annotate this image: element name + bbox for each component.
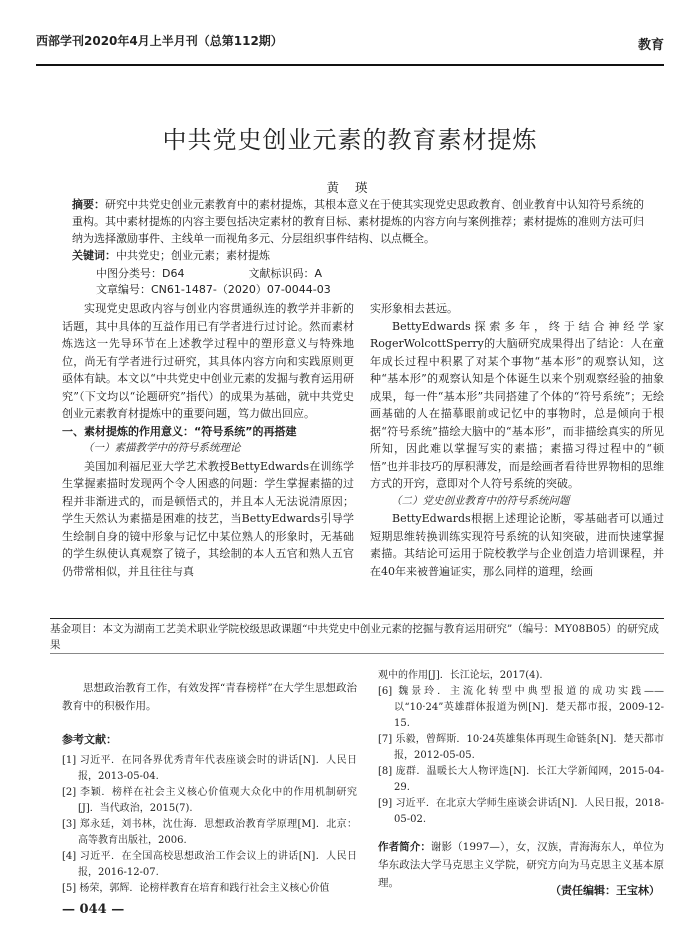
article-meta [96, 265, 652, 297]
body-column-left [62, 300, 354, 580]
reference-item: [4] 习近平．在全国高校思想政治工作会议上的讲话[N]．人民日报，2016-12-07. [62, 850, 357, 878]
reference-item: [9] 习近平．在北京大学师生座谈会讲话[N]．人民日报，2018-05-02. [378, 798, 664, 825]
page-number: — 044 — [62, 902, 125, 917]
bio-text: 谢影（1997—），女，汉族，青海海东人，单位为华东政法大学马克思主义学院，研究方向为马克思主义基本原理。 [378, 841, 664, 889]
author: 黄 瑛 [326, 180, 374, 195]
document-code: 文献标识码：A [248, 267, 322, 280]
reference-item: [7] 乐毅，曾辉斯．10·24英雄集体再现生命链条[N]．楚天都市报，2012-05-05. [378, 734, 664, 761]
paragraph-continued: 实形象相去甚远。 [370, 302, 458, 315]
abstract [72, 196, 652, 264]
reference-list-continued [378, 668, 664, 828]
section-divider [50, 653, 664, 654]
section-label: 教育 [637, 38, 664, 53]
paragraph: BettyEdwards探索多年，终于结合神经学家RogerWolcottSperry的大脑研究成果得出了结论：人在童年成长过程中积累了对某个事物“基本形”的观察认知，这种“基本形”的观察认知是个体诞生以来个别观察经验的抽象成果，每一件“基本形”共同搭建了个体的“符号系统”；无绘画基础的人在描摹眼前或记忆中的事物时，总是倾向于根据“符号系统”描绘大脑中的“基本形”，而非描绘真实的所见所知，因此难以掌握写实的素描；素描习得过程中的“顿悟”也并非技巧的厚积薄发，而是绘画者看待世界物相的思维方式的开窍，意即对个人符号系统的突破。 [370, 319, 664, 490]
subsection-heading: （二）党史创业教育中的符号系统问题 [391, 494, 570, 507]
article-title: 中共党史创业元素的教育素材提炼 [162, 126, 538, 154]
bottom-column-right [378, 668, 664, 892]
body-column-right [370, 300, 664, 580]
reference-item: [2] 李颖．榜样在社会主义核心价值观大众化中的作用机制研究[J]．当代政治，2015(7). [62, 786, 357, 814]
header-rule [36, 64, 664, 66]
paragraph: BettyEdwards根据上述理论论断，零基础者可以通过短期思维转换训练实现符号系统的认知突破，进而快速掌握素描。其结论可运用于院校教学与企业创造力培训课程，并在40年来被普遍证实，那么同样的道理，绘画 [370, 512, 664, 578]
paragraph: 思想政治教育工作，有效发挥“青春榜样”在大学生思想政治教育中的积极作用。 [62, 682, 357, 712]
reference-item: [5] 杨荣，郭辉．论榜样教育在培育和践行社会主义核心价值 [62, 882, 330, 894]
keywords-text: 中共党史；创业元素；素材提炼 [116, 249, 270, 262]
bio-label: 作者简介： [378, 841, 431, 853]
paragraph: 美国加利福尼亚大学艺术教授BettyEdwards在训练学生掌握素描时发现两个令人困惑的问题：学生掌握素描的过程并非渐进式的，而是顿悟式的，并且本人无法说清原因；学生天然认为素描是困难的技艺，当BettyEdwards引导学生绘制自身的镜中形象与记忆中某位熟人的形象时，无基础的学生纵使认真观察了镜子，其绘制的本人五官和熟人五官仍带常相似，并且往往与真 [62, 459, 354, 578]
abstract-text: 研究中共党史创业元素教育中的素材提炼，其根本意义在于使其实现党史思政教育、创业教育中认知符号系统的重构。其中素材提炼的内容主要包括决定素材的教育目标、素材提炼的内容方向与案例推荐；素材提炼的准则方法可归纳为选择激励事件、主线单一而视角多元、分层组织事件结构、以点概全。 [72, 198, 644, 245]
keywords-label: 关键词： [72, 249, 116, 262]
reference-item: [1] 习近平．在同各界优秀青年代表座谈会时的讲话[N]．人民日报，2013-05-04. [62, 754, 357, 782]
abstract-label: 摘要： [72, 198, 105, 211]
section-heading: 一、素材提炼的作用意义：“符号系统”的再搭建 [62, 424, 297, 438]
page-header [36, 22, 664, 68]
clc-number: 中图分类号：D64 [96, 267, 185, 280]
reference-item: 观中的作用[J]．长江论坛，2017(4). [378, 670, 543, 681]
reference-list [62, 753, 357, 897]
reference-item: [6] 魏景玲．主流化转型中典型报道的成功实践——以“10·24”英雄群体报道为例[N]．楚天都市报，2009-12-15. [378, 686, 664, 729]
article-number: 文章编号：CN61-1487-（2020）07-0044-03 [96, 283, 331, 296]
references-title: 参考文献： [62, 733, 117, 746]
bottom-column-left [62, 680, 357, 897]
funding-note: 基金项目：本文为湖南工艺美术职业学院校级思政课题“中共党史中创业元素的挖掘与教育运用研究”（编号：MY08B05）的研究成果 [50, 618, 664, 653]
subsection-heading: （一）素描教学中的符号系统理论 [83, 442, 241, 454]
journal-title: 西部学刊2020年4月上半月刊（总第112期） [36, 34, 283, 48]
reference-item: [3] 郑永廷，刘书林，沈仕海．思想政治教育学原理[M]．北京：高等教育出版社，2006. [62, 818, 357, 846]
paragraph: 实现党史思政内容与创业内容贯通纵连的教学并非新的话题，其中具体的互益作用已有学者进行过讨论。然而素材炼选这一先导环节在上述教学过程中的塑形意义与特殊地位，尚无有学者进行过研究，其具体内容方向和实践原则更亟体有缺。本文以“中共党史中创业元素的发掘与教育运用研究”（下文均以“论题研究”指代）的成果为基础，就中共党史创业元素教育材提炼中的重要问题，笃力做出回应。 [62, 302, 354, 420]
editor-note: （责任编辑：王宝林） [550, 884, 660, 897]
reference-item: [8] 庞群．温暖长大人物评选[N]．长江大学新闻网，2015-04-29. [378, 766, 664, 793]
